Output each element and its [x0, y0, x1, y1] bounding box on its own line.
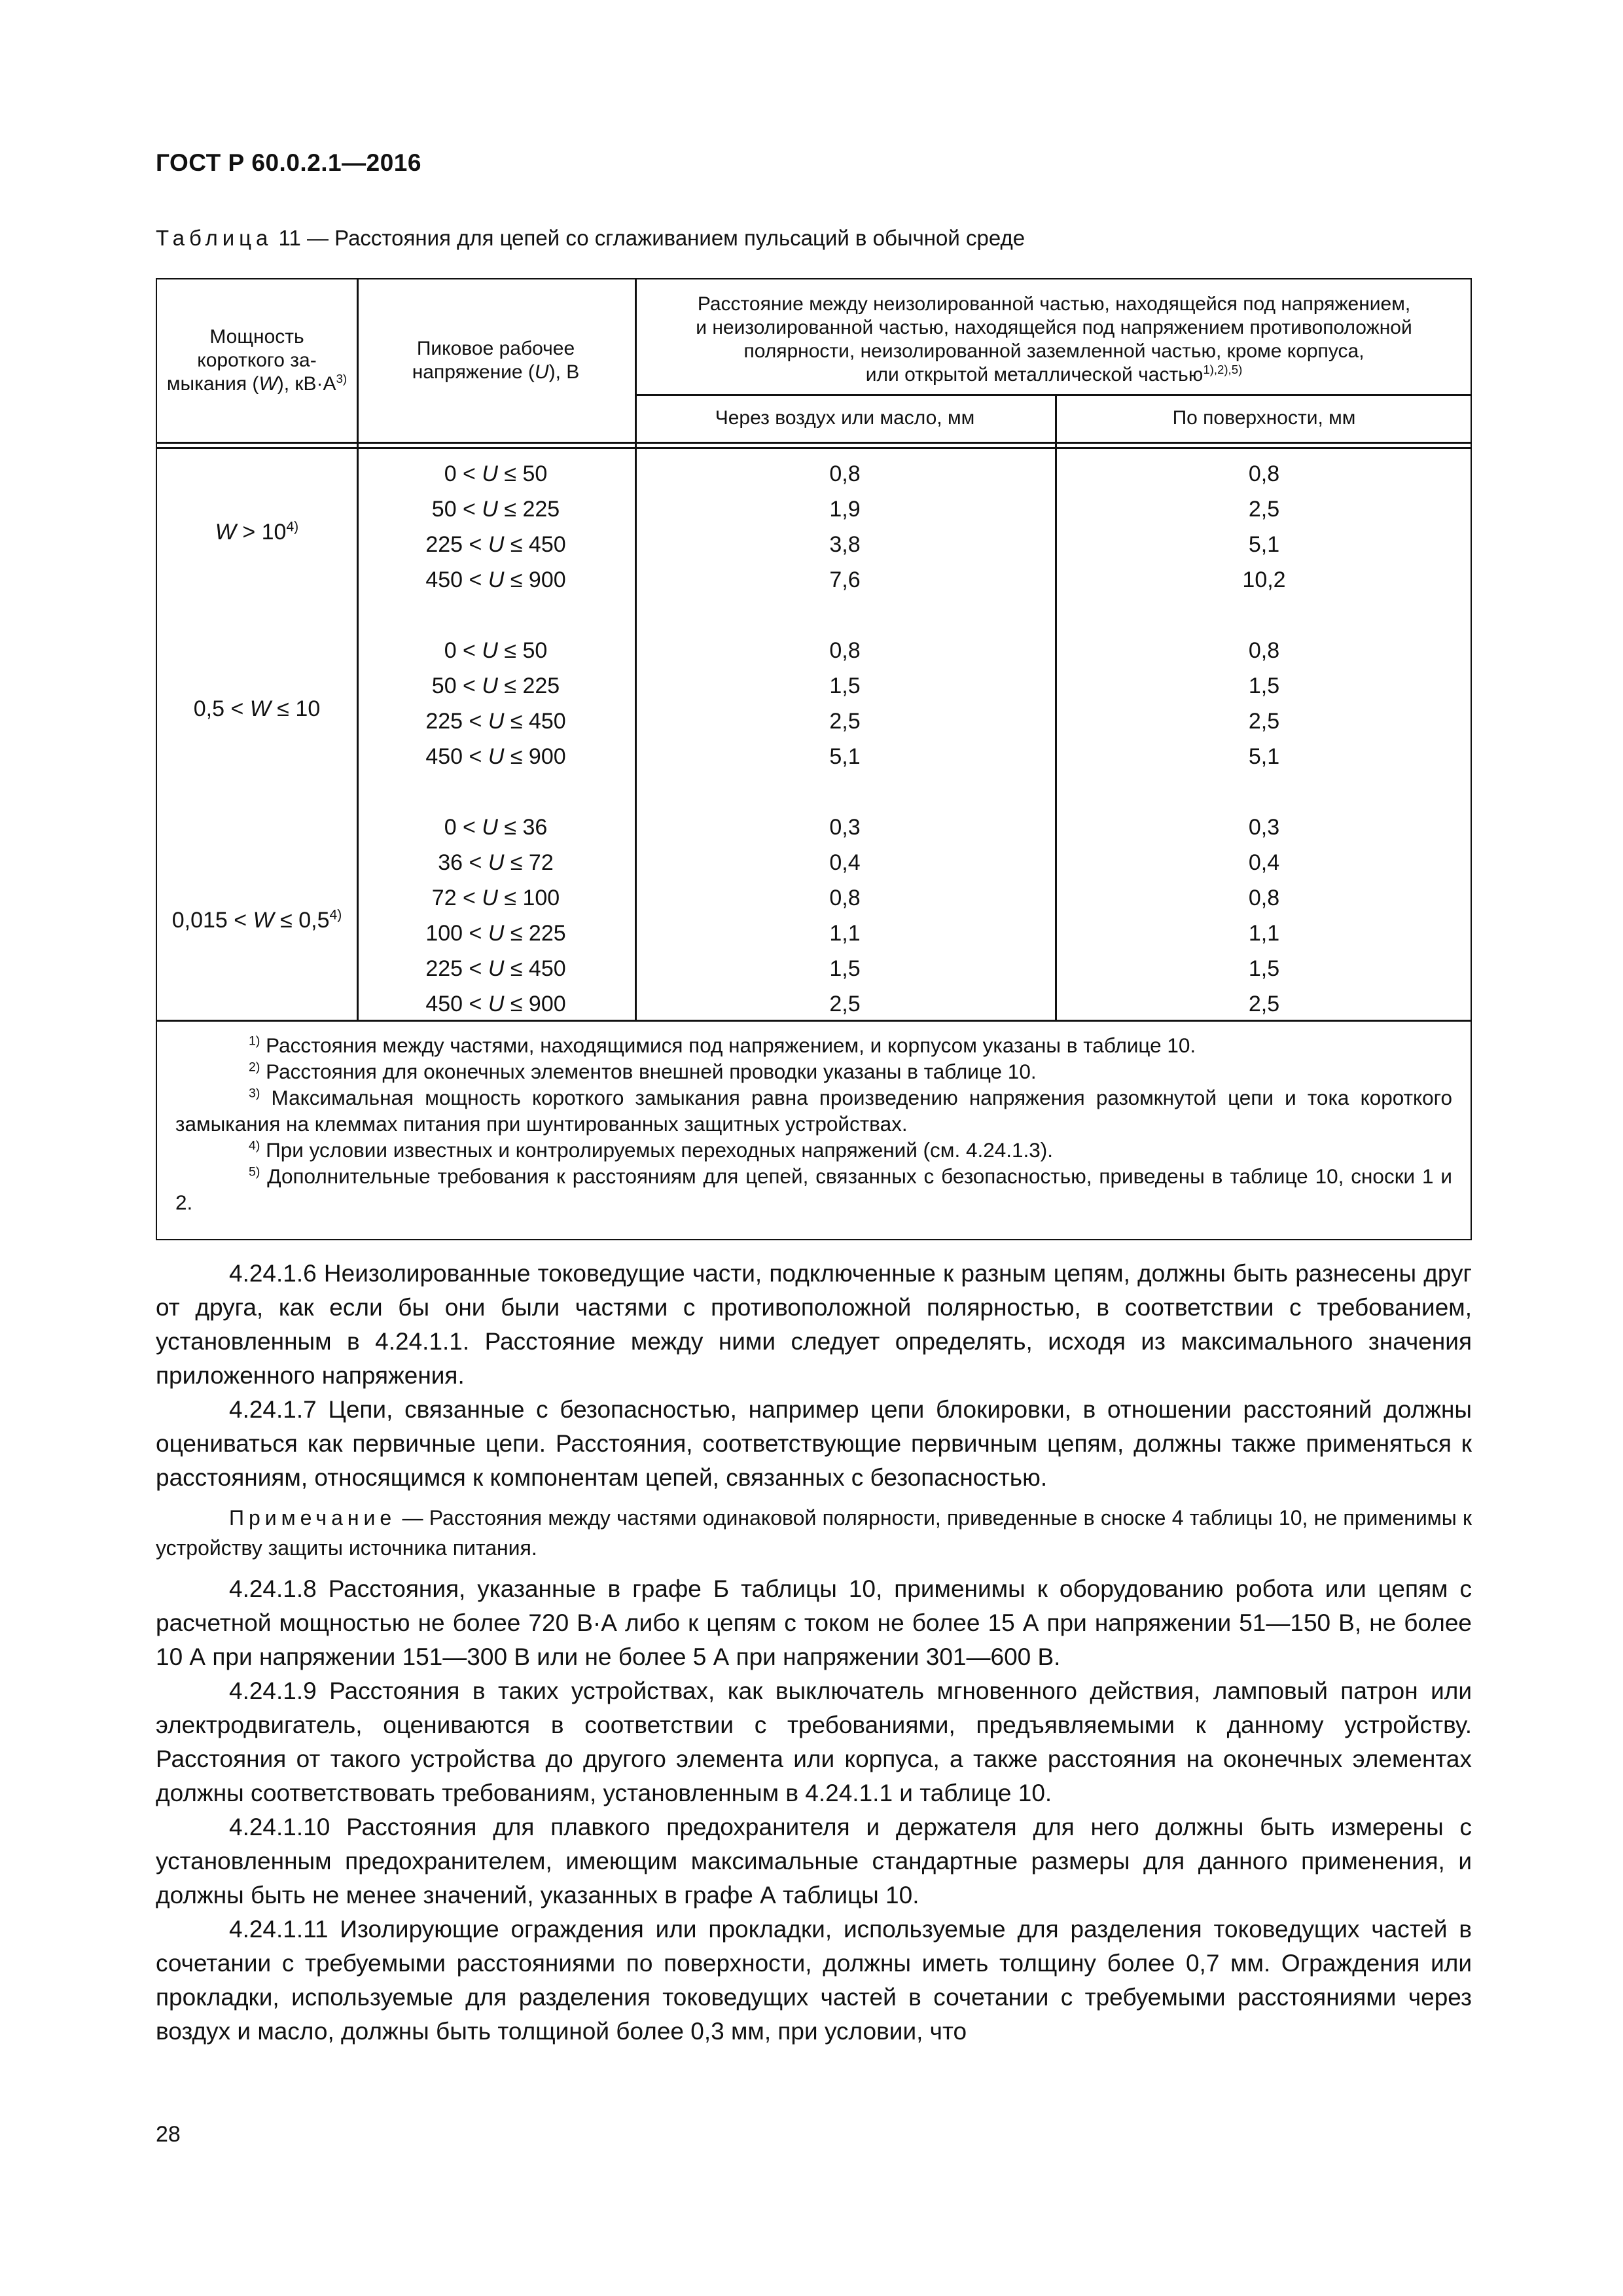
- air-value: 1,9: [829, 497, 861, 522]
- voltage-range: 50 < U ≤ 225: [431, 497, 560, 522]
- surface-value: 5,1: [1248, 532, 1280, 557]
- air-value: 2,5: [829, 709, 861, 734]
- note-label: Примечание: [229, 1506, 397, 1530]
- paragraph: 4.24.1.6 Неизолированные токоведущие части, подключенные к разным цепям, должны быть разнесены друг от друга, как если бы они были частями с противоположной полярностью, в соответствии с требованием, установленным в 4.24.1.1. Расстояние между ними следует определять, исходя из максимального значения приложенного напряжения.: [156, 1260, 1472, 1389]
- paragraph: 4.24.1.11 Изолирующие ограждения или прокладки, используемые для разделения токоведущих частей в сочетании с требуемыми расстояниями по поверхности, должны иметь толщину более 0,7 мм. Ограждения или прокладки, используемые для разделения токоведущих частей в сочетании с требуемыми расстояниями через воздух и масло, должны быть толщиной более 0,3 мм, при условии, что: [156, 1916, 1472, 2045]
- surface-value: 1,1: [1248, 921, 1280, 946]
- footnote: $^{1)}$ Расстояния между частями, находящимися под напряжением, и корпусом указаны в таблице 10.: [249, 1033, 1196, 1057]
- air-value: 0,8: [829, 886, 861, 910]
- table-footnotes: [175, 1032, 1452, 1215]
- voltage-range: 225 < U ≤ 450: [425, 709, 566, 734]
- table-caption-text: 11 — Расстояния для цепей со сглаживанием пульсаций в обычной среде: [272, 226, 1026, 250]
- note: [156, 1503, 1472, 1563]
- air-value: 5,1: [829, 744, 861, 769]
- air-value: 0,3: [829, 815, 861, 840]
- voltage-range: 100 < U ≤ 225: [425, 921, 566, 946]
- air-value: 1,1: [829, 921, 861, 946]
- surface-value: 2,5: [1248, 992, 1280, 1016]
- voltage-range: 50 < U ≤ 225: [431, 673, 560, 698]
- surface-value: 5,1: [1248, 744, 1280, 769]
- surface-value: 0,8: [1248, 461, 1280, 486]
- table-caption-word: Таблица: [156, 226, 273, 250]
- footnote: $^{5)}$ Дополнительные требования к расстояниям для цепей, связанных с безопасностью, приведены в таблице 10, сноски 1 и 2.: [175, 1164, 1452, 1214]
- voltage-range: 0 < U ≤ 50: [444, 638, 548, 663]
- air-value: 2,5: [829, 992, 861, 1016]
- air-value: 0,8: [829, 638, 861, 663]
- table-line: [157, 442, 1471, 444]
- surface-value: 0,3: [1248, 815, 1280, 840]
- power-range: $0,015 < W \le 0,5^{4)}$: [171, 907, 342, 933]
- footnote: $^{2)}$ Расстояния для оконечных элементов внешней проводки указаны в таблице 10.: [249, 1060, 1037, 1083]
- header-peak-voltage: Пиковое рабочее напряжение (U), В: [412, 338, 580, 383]
- voltage-range: 225 < U ≤ 450: [425, 956, 566, 981]
- page-number: 28: [156, 2122, 181, 2147]
- surface-value: 2,5: [1248, 709, 1280, 734]
- voltage-range: 450 < U ≤ 900: [425, 992, 566, 1016]
- paragraph: 4.24.1.7 Цепи, связанные с безопасностью, например цепи блокировки, в отношении расстояний должны оцениваться как первичные цепи. Расстояния, соответствующие первичным цепям, должны также применяться к расстояниям, относящимся к компонентам цепей, связанных с безопасностью.: [156, 1396, 1472, 1491]
- document-header: ГОСТ Р 60.0.2.1—2016: [156, 149, 421, 176]
- voltage-range: 72 < U ≤ 100: [431, 886, 560, 910]
- air-value: 1,5: [829, 673, 861, 698]
- surface-value: 1,5: [1248, 956, 1280, 981]
- power-range: 0,5 < W ≤ 10: [193, 696, 321, 721]
- note-text: — Расстояния между частями одинаковой полярности, приведенные в сноске 4 таблицы 10, не применимы к устройству защиты источника питания.: [156, 1506, 1472, 1560]
- surface-value: 10,2: [1242, 567, 1286, 592]
- voltage-range: 450 < U ≤ 900: [425, 744, 566, 769]
- voltage-range: 36 < U ≤ 72: [438, 850, 554, 875]
- surface-value: 0,4: [1248, 850, 1280, 875]
- air-value: 1,5: [829, 956, 861, 981]
- power-range: $W > 10^{4)}$: [215, 519, 299, 545]
- header-through-air: Через воздух или масло, мм: [715, 406, 975, 429]
- footnote: $^{4)}$ При условии известных и контролируемых переходных напряжений (см. 4.24.1.3).: [249, 1138, 1054, 1162]
- surface-value: 0,8: [1248, 638, 1280, 663]
- air-value: 0,4: [829, 850, 861, 875]
- surface-value: 2,5: [1248, 497, 1280, 522]
- header-distance-group: Расстояние между неизолированной частью, находящейся под напряжением, и неизолированной частью, находящейся под напряжением противоположной полярности, неизолированной заземленной частью, кроме корпуса, или открытой металлической частью$^{1),2),5)}$: [696, 293, 1412, 386]
- air-value: 3,8: [829, 532, 861, 557]
- surface-value: 1,5: [1248, 673, 1280, 698]
- voltage-range: 225 < U ≤ 450: [425, 532, 566, 557]
- paragraph: 4.24.1.10 Расстояния для плавкого предохранителя и держателя для него должны быть измерены с установленным предохранителем, имеющим максимальные стандартные размеры для данного применения, и должны быть не менее значений, указанных в графе А таблицы 10.: [156, 1814, 1472, 1909]
- air-value: 7,6: [829, 567, 861, 592]
- voltage-range: 0 < U ≤ 50: [444, 461, 548, 486]
- body-text: [156, 1257, 1472, 2049]
- footnote: $^{3)}$ Максимальная мощность короткого замыкания равна произведению напряжения разомкнутой цепи и тока короткого замыкания на клеммах питания при шунтированных защитных устройствах.: [175, 1086, 1452, 1136]
- header-power: Мощность короткого за- мыкания (W), $кВ\cdot А^{3)}$: [166, 326, 348, 395]
- surface-value: 0,8: [1248, 886, 1280, 910]
- air-value: 0,8: [829, 461, 861, 486]
- table-line: [157, 447, 1471, 449]
- header-surface: По поверхности, мм: [1172, 406, 1356, 429]
- distance-table: [156, 278, 1472, 1240]
- paragraph: 4.24.1.8 Расстояния, указанные в графе Б таблицы 10, применимы к оборудованию робота или цепям с расчетной мощностью не более 720 В·А либо к цепям с током не более 15 А при напряжении 51—150 В, не более 10 А при напряжении 151—300 В или не более 5 А при напряжении 301—600 В.: [156, 1575, 1472, 1670]
- paragraph: 4.24.1.9 Расстояния в таких устройствах, как выключатель мгновенного действия, ламповый патрон или электродвигатель, оцениваются в соответствии с требованиями, предъявляемыми к данному устройству. Расстояния от такого устройства до другого элемента или корпуса, а также расстояния на оконечных элементах должны соответствовать требованиям, установленным в 4.24.1.1 и таблице 10.: [156, 1677, 1472, 1806]
- table-caption: [156, 226, 1025, 251]
- voltage-range: 450 < U ≤ 900: [425, 567, 566, 592]
- voltage-range: 0 < U ≤ 36: [444, 815, 548, 840]
- table-line: [157, 1020, 1471, 1022]
